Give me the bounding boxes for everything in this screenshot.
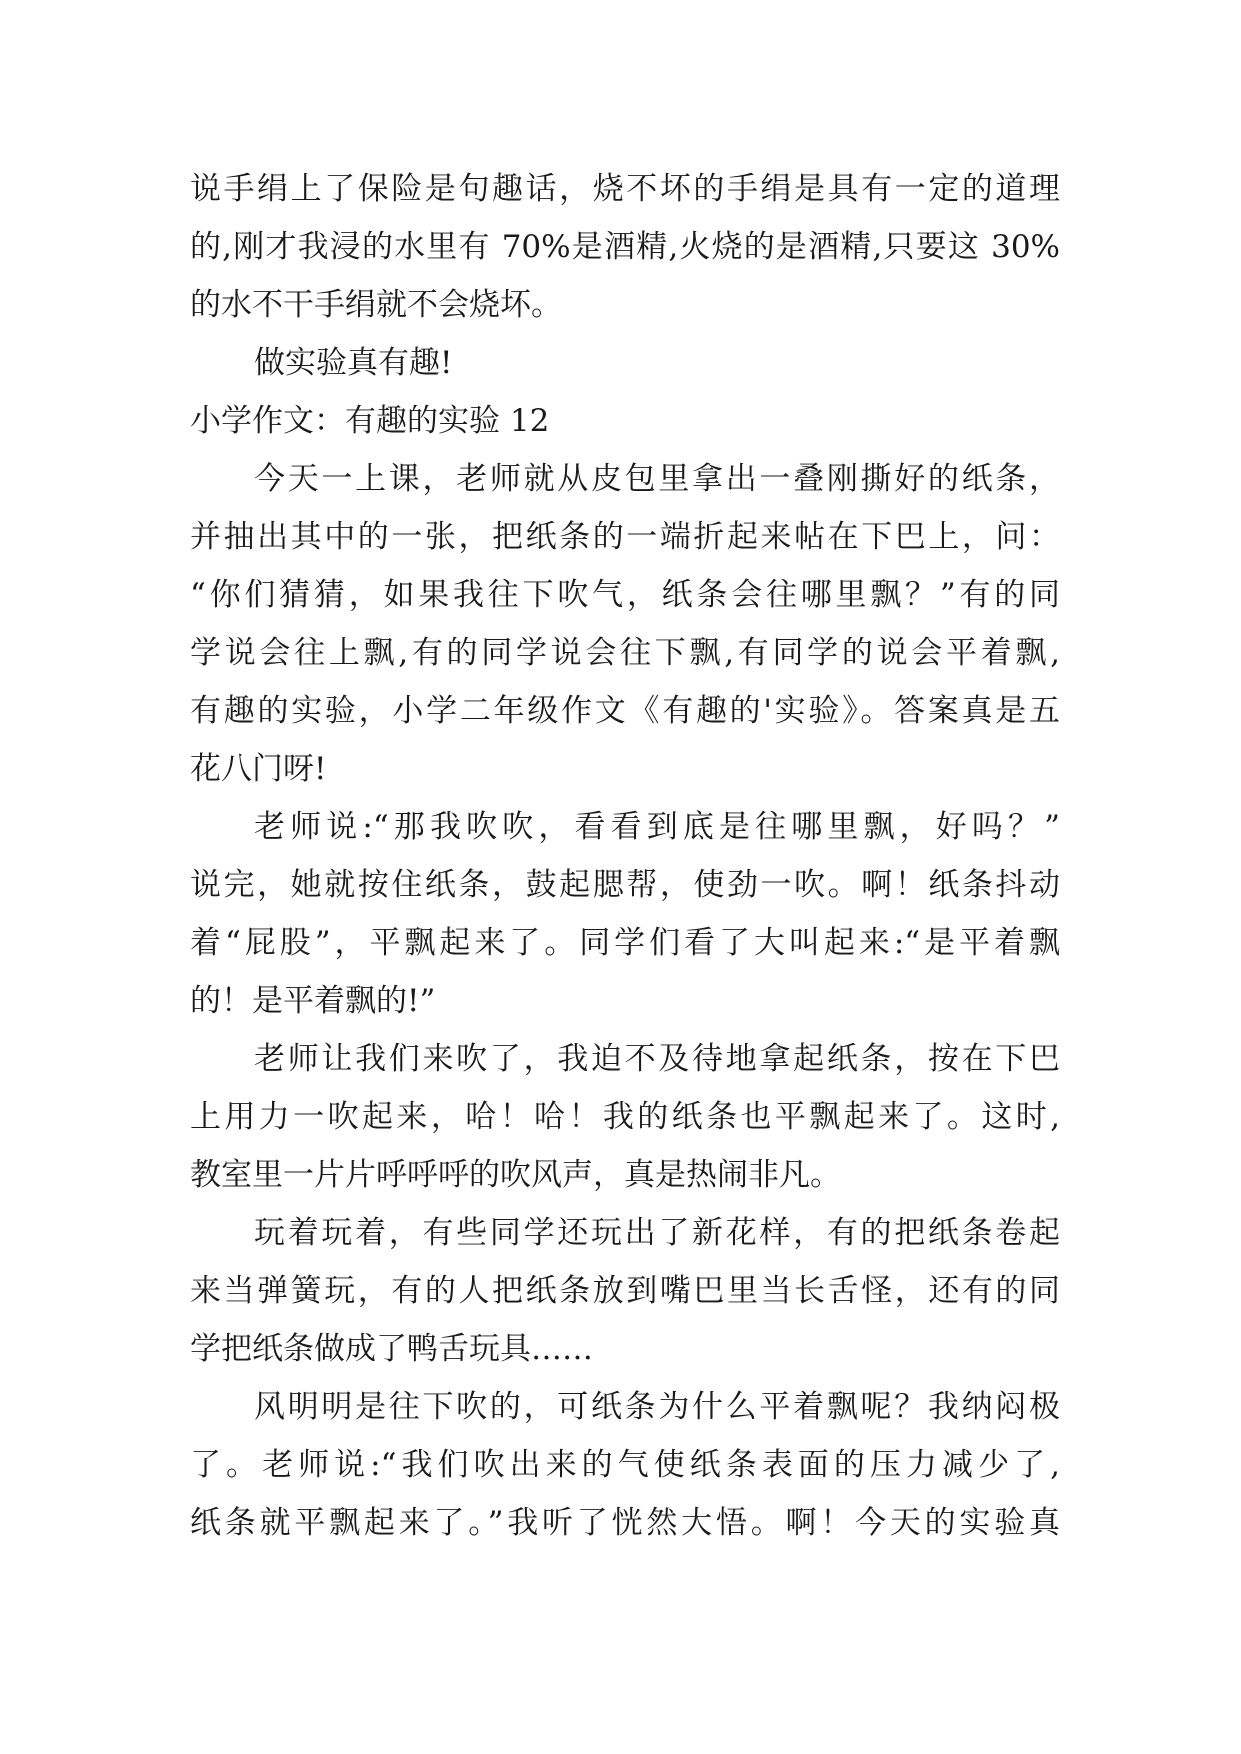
text-line: 纸条就平飘起来了。”我听了恍然大悟。啊！今天的实验真 <box>190 1505 1060 1541</box>
text-line: 的水不干手绢就不会烧坏。 <box>190 287 562 323</box>
text-line: 今天一上课，老师就从皮包里拿出一叠刚撕好的纸条， <box>254 461 1060 497</box>
text-line: 的,刚才我浸的水里有 70%是酒精,火烧的是酒精,只要这 30% <box>190 229 1060 265</box>
document-body <box>190 160 1060 1552</box>
text-line: 了。老师说:“我们吹出来的气使纸条表面的压力减少了, <box>190 1447 1060 1483</box>
text-line: “你们猜猜，如果我往下吹气，纸条会往哪里飘？”有的同 <box>190 577 1060 613</box>
text-line: 风明明是往下吹的，可纸条为什么平着飘呢？我纳闷极 <box>254 1389 1060 1425</box>
text-line: 说手绢上了保险是句趣话，烧不坏的手绢是具有一定的道理 <box>190 171 1060 207</box>
text-line: 上用力一吹起来，哈！哈！我的纸条也平飘起来了。这时, <box>190 1099 1060 1135</box>
text-line: 的！是平着飘的!” <box>190 983 436 1019</box>
text-line: 着“屁股”，平飘起来了。同学们看了大叫起来:“是平着飘 <box>190 925 1060 961</box>
text-line: 花八门呀! <box>190 751 327 787</box>
text-line: 说完，她就按住纸条，鼓起腮帮，使劲一吹。啊！纸条抖动 <box>190 867 1060 903</box>
text-line: 做实验真有趣! <box>254 345 453 381</box>
text-line: 来当弹簧玩，有的人把纸条放到嘴巴里当长舌怪，还有的同 <box>190 1273 1060 1309</box>
section-heading: 小学作文：有趣的实验 12 <box>190 403 550 439</box>
text-line: 玩着玩着，有些同学还玩出了新花样，有的把纸条卷起 <box>254 1215 1060 1251</box>
text-line: 老师让我们来吹了，我迫不及待地拿起纸条，按在下巴 <box>254 1041 1060 1077</box>
text-line: 学说会往上飘,有的同学说会往下飘,有同学的说会平着飘, <box>190 635 1060 671</box>
text-line: 学把纸条做成了鸭舌玩具…… <box>190 1331 593 1367</box>
text-line: 有趣的实验，小学二年级作文《有趣的'实验》。答案真是五 <box>190 693 1060 729</box>
text-line: 并抽出其中的一张，把纸条的一端折起来帖在下巴上，问： <box>190 519 1060 555</box>
text-line: 老师说:“那我吹吹，看看到底是往哪里飘，好吗？” <box>254 809 1060 845</box>
text-line: 教室里一片片呼呼呼的吹风声，真是热闹非凡。 <box>190 1157 841 1193</box>
